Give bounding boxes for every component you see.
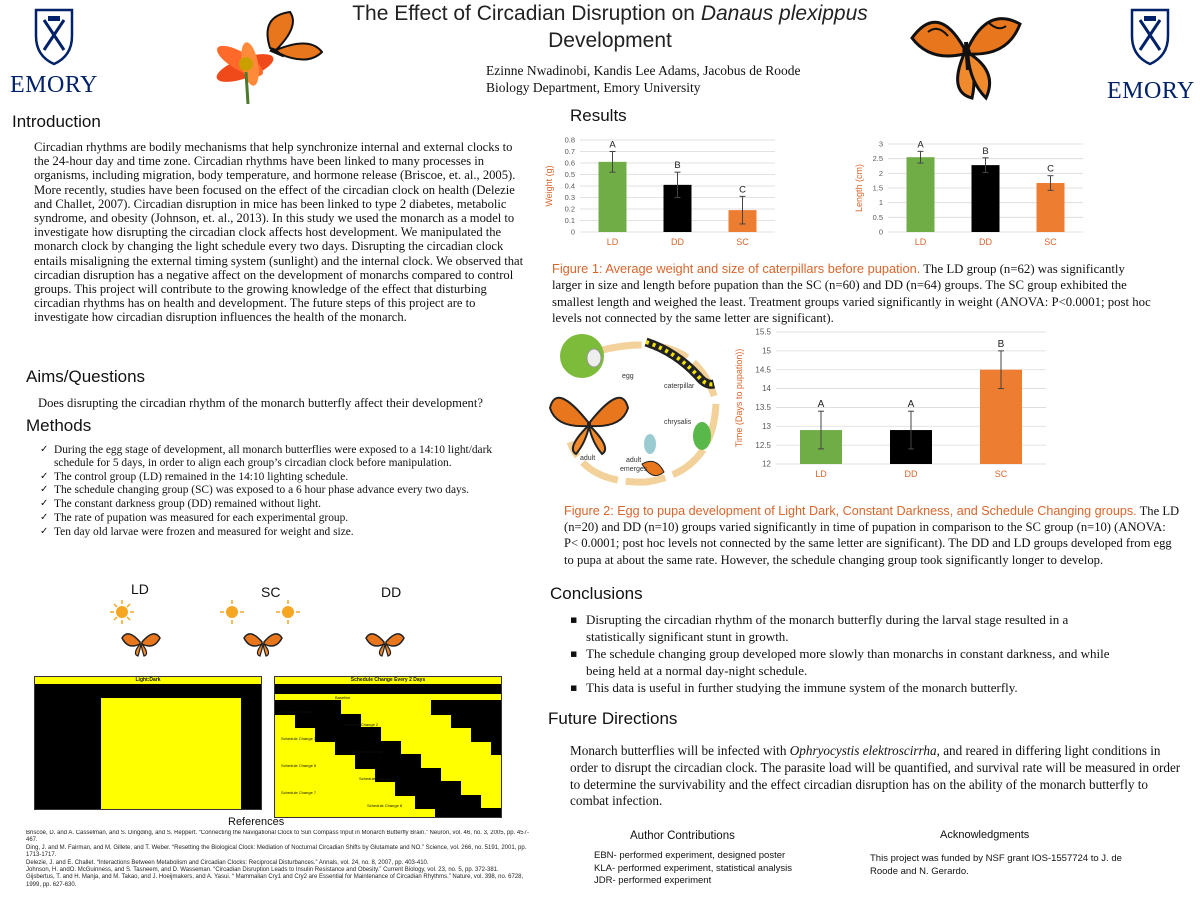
significance-letter: C: [739, 184, 746, 196]
sun-icon: [220, 600, 244, 624]
y-tick-label: 15: [762, 346, 771, 356]
dark-block: [315, 727, 381, 742]
monarch-lifecycle-diagram: [546, 332, 732, 498]
egg-icon: [560, 334, 604, 378]
y-tick-label: 0.4: [564, 181, 575, 191]
y-tick-label: 0: [570, 227, 575, 237]
dark-block: [355, 754, 421, 769]
lifecycle-chrysalis-label: chrysalis: [664, 419, 692, 426]
figure1-caption: [552, 261, 1152, 327]
y-tick-label: 0.2: [564, 204, 575, 214]
y-tick-label: 12.5: [755, 440, 771, 450]
y-tick-label: 1.5: [872, 183, 883, 193]
x-category-label: DD: [904, 469, 918, 479]
schedule-row-label: Schedule Change 5: [281, 762, 317, 768]
authors: Ezinne Nwadinobi, Kandis Lee Adams, Jacobus de Roode: [486, 63, 801, 78]
aims-text: Does disrupting the circadian rhythm of the monarch butterfly affect their development?: [38, 396, 483, 410]
methods-item: ✓ Ten day old larvae were frozen and measured for weight and size.: [40, 526, 500, 539]
acknowledgments-text: This project was funded by NSF grant IOS-1557724 to J. de Roode and N. Gerardo.: [870, 853, 1122, 877]
y-tick-label: 2.5: [872, 154, 883, 164]
weight-chart: [540, 130, 830, 254]
y-tick-label: 14: [762, 384, 771, 394]
y-tick-label: 0.5: [564, 170, 575, 179]
moon-icon: [144, 604, 152, 620]
methods-list: [40, 444, 500, 540]
figure2-caption: [564, 503, 1180, 568]
y-tick-label: 15.5: [755, 327, 771, 337]
schedule-row-label: Schedule Change 6: [359, 776, 395, 781]
figure2-text: The LD (n=20) and DD (n=10) groups varied significantly in time of pupation in comparison to the SC group (n=10) (ANOVA: P< 0.0001; post hoc levels not connected by the same letter are significant). The DD and LD groups developed from egg to pupa at about the same rate. However, the schedule changing group took significantly longer to develop.: [564, 504, 1180, 567]
butterfly-image-right: [908, 2, 1024, 102]
author-contribution-item: EBN- performed experiment, designed poster: [594, 850, 786, 861]
monarch-butterfly-icon: [122, 634, 160, 656]
bar-ld: [907, 157, 935, 232]
monarch-butterfly-icon: [244, 634, 282, 656]
light-dark-schedule-table: [34, 676, 262, 810]
lifecycle-emerges-label: adult: [626, 457, 642, 464]
poster-title: The Effect of Circadian Disruption on Danaus plexippus Development: [352, 2, 868, 52]
x-category-label: DD: [979, 237, 992, 247]
group-label-dd: DD: [381, 584, 402, 600]
significance-letter: B: [997, 338, 1005, 350]
x-category-label: LD: [914, 237, 927, 247]
future-directions-heading: Future Directions: [548, 709, 678, 728]
x-category-label: DD: [671, 237, 684, 247]
author-contributions-heading: Author Contributions: [630, 830, 735, 842]
reference-item: Johnson, H. andO. McGuinness, and S. Tasneem, and D. Wasseman. “Circadian Disruption Leads to Insulin Resistance and Obesity.” Current Biology, vol. 23, no. 5, pp. 372-381.: [26, 867, 499, 874]
affiliation: Biology Department, Emory University: [486, 80, 701, 95]
future-directions-text: Monarch butterflies will be infected with Ophryocystis elektroscirrha, and reared in differing light conditions in order to disrupt the circadian clock. The parasite load will be quantified, and survival rate will be measured in order to determine the survivability and the effect circadian disruption has on the ability of the monarch butterfly to combat infection.: [570, 743, 1181, 809]
x-category-label: SC: [994, 469, 1008, 479]
figure2-title: Figure 2: Egg to pupa development of Light Dark, Constant Darkness, and Schedule Changing groups.: [564, 504, 1137, 518]
schedule-header-row: [35, 684, 261, 698]
group-label-sc: SC: [261, 584, 281, 600]
chrysalis-icon: [693, 422, 711, 450]
schedule-change-table: [274, 676, 502, 818]
schedule-row-label: Schedule Change 1: [281, 708, 317, 714]
x-category-label: SC: [736, 237, 749, 247]
dark-block: [395, 781, 461, 796]
dark-block: [415, 795, 481, 810]
significance-letter: B: [982, 145, 989, 157]
pupation-time-chart: [732, 324, 1162, 494]
y-axis-label: Time (Days to pupation)): [734, 348, 744, 448]
significance-letter: A: [907, 399, 915, 411]
emory-logo-right: [1104, 6, 1196, 104]
dark-block: [35, 698, 101, 809]
y-tick-label: 2: [878, 168, 883, 178]
bar-dd: [972, 165, 1000, 232]
dark-block: [431, 700, 501, 715]
caterpillar-icon: [646, 342, 714, 384]
reference-item: Gijsbertus, T. and H. Manja, and M. Takao, and J. Hoeijmakers, and A. Yasui. “ Mammalian Cry1 and Cry2 are Essential for Maintenance of Circadian Rhythms.” Nature, vol. 398, no. 6728, 1999, pp. 627-630.: [26, 874, 524, 888]
methods-item: ✓ The control group (LD) remained in the 14:10 lighting schedule.: [40, 471, 500, 484]
moon-icon: [252, 604, 260, 620]
references-list: [26, 830, 536, 898]
length-chart: [852, 130, 1142, 254]
monarch-butterfly-icon: [912, 19, 1020, 98]
introduction-heading: Introduction: [12, 112, 101, 131]
lifecycle-emerges-label-2: emerges: [620, 466, 648, 473]
monarch-butterfly-icon: [366, 634, 404, 656]
dark-block: [451, 714, 502, 729]
emory-shield-icon: [1104, 6, 1196, 68]
methods-heading: Methods: [26, 416, 92, 435]
author-contributions-list: [594, 850, 844, 888]
authors-block: [486, 62, 801, 96]
acknowledgments-heading: Acknowledgments: [940, 829, 1030, 841]
dark-block: [241, 698, 261, 809]
emory-wordmark: EMORY: [10, 72, 98, 98]
group-label-ld: LD: [131, 581, 149, 597]
group-icons: [100, 598, 440, 660]
y-tick-label: 0.6: [564, 158, 575, 168]
y-tick-label: 12: [762, 459, 771, 469]
lifecycle-egg-label: egg: [622, 373, 634, 380]
methods-item: ✓ The rate of pupation was measured for each experimental group.: [40, 512, 500, 525]
y-tick-label: 14.5: [755, 365, 771, 375]
author-contribution-item: JDR- performed experiment: [594, 875, 712, 886]
conclusion-item: ▪ The schedule changing group developed more slowly than monarchs in constant darkness, and while being held at a normal day-night schedule.: [570, 646, 1110, 679]
conclusion-item: ▪ This data is useful in further studying the immune system of the monarch butterfly.: [570, 680, 1110, 697]
schedule-row-label: Schedule Change 7: [281, 789, 317, 795]
y-tick-label: 0.3: [564, 193, 575, 202]
significance-letter: A: [817, 399, 825, 411]
flower-icon: [213, 40, 277, 104]
aims-heading: Aims/Questions: [26, 367, 146, 386]
y-tick-label: 13: [762, 421, 771, 431]
results-heading: Results: [570, 106, 627, 125]
schedule-table-title: Light:Dark: [135, 677, 161, 683]
figure1-title: Figure 1: Average weight and size of caterpillars before pupation.: [552, 261, 921, 276]
author-contribution-item: KLA- performed experiment, statistical analysis: [594, 862, 792, 874]
significance-letter: C: [1047, 163, 1054, 175]
dark-block: [491, 741, 502, 756]
lifecycle-adult-label: adult: [580, 455, 596, 462]
emory-logo-left: [8, 6, 100, 96]
y-tick-label: 0: [878, 227, 883, 237]
conclusions-heading: Conclusions: [550, 584, 643, 603]
significance-letter: A: [609, 139, 616, 151]
introduction-text: Circadian rhythms are bodily mechanisms that help synchronize internal and external clocks to the 24-hour day and time zone. Circadian rhythms have been linked to many processes in organisms, including migration, body temperature, and hormone release (Briscoe, et. al., 2005). More recently, studies have been focused on the effect of the circadian clock on health (Delezie and Challet, 2007). Circadian disruption in mice has been linked to type 2 diabetes, metabolic syndrome, and obesity (Johnson, et. al., 2013). In this study we used the monarch as a model to investigate how disrupting the circadian clock affects host development. We manipulated the monarch clock by changing the light schedule every two days. Disrupting the circadian clock entails misaligning the external timing system (sunlight) and the internal clock. We observed that circadian disruption has a negative affect on the development of monarchs compared to control groups. This project will contribute to the growing knowledge of the effect that disturbing circadian rhythms has on health and development. The future steps of this project are to investigate how circadian disruption influences the health of the monarch.: [34, 140, 524, 325]
methods-item: ✓ The schedule changing group (SC) was exposed to a 6 hour phase advance every two days.: [40, 484, 500, 497]
y-tick-label: 0.7: [564, 147, 575, 156]
sun-icon: [276, 600, 300, 624]
reference-item: Ding, J. and M. Fairman, and M. Gillete, and T. Weber. “Resetting the Biological Clock: Mediation of Nocturnal Circadian Shifts by Glutamate and NO.” Science, vol. 266, no. 5191, 2001, pp. 1713-1717.: [26, 844, 527, 859]
dark-block: [471, 727, 502, 742]
emory-wordmark: EMORY: [1107, 78, 1195, 104]
figure1-text: The LD group (n=62) was significantly larger in size and length before pupation than the SC (n=60) and DD (n=64) groups. The SC group exhibited the smallest length and weighed the least. Treatment groups varied significantly in weight (ANOVA: P<0.0001; post hoc levels not connected by the same letter are significant).: [552, 262, 1151, 326]
x-category-label: SC: [1044, 237, 1057, 247]
monarch-butterfly-icon: [550, 398, 628, 454]
conclusions-list: [570, 612, 1110, 698]
methods-item: ✓ During the egg stage of development, all monarch butterflies were exposed to a 14:10 light/dark schedule for 5 days, in order to align each group’s circadian clock before manipulation.: [40, 444, 500, 470]
y-tick-label: 1: [878, 198, 883, 208]
moon-icon: [388, 604, 396, 620]
schedule-row-label: Schedule Change 8: [367, 803, 403, 808]
moon-icon: [374, 604, 382, 620]
sun-icon: [110, 600, 134, 624]
x-category-label: LD: [606, 237, 619, 247]
dark-block: [435, 808, 501, 818]
y-tick-label: 0.8: [564, 135, 575, 145]
significance-letter: B: [674, 160, 681, 172]
reference-item: Delezie, J. and E. Challet. “Interactions Between Metabolism and Circadian Clocks: Reciprocal Disturbances.” Annals, vol. 24, no. 8, 2007, pp. 403-410.: [26, 859, 429, 866]
significance-letter: A: [917, 139, 924, 151]
schedule-row-label: Schedule Change 4: [351, 749, 387, 754]
schedule-row-label: Schedule Change 2: [343, 722, 379, 727]
y-axis-label: Length (cm): [854, 163, 864, 213]
references-heading: References: [228, 816, 285, 828]
y-axis-label: Weight (g): [544, 165, 554, 207]
emory-shield-icon: [8, 6, 100, 68]
x-category-label: LD: [815, 469, 827, 479]
methods-item: ✓ The constant darkness group (DD) remained without light.: [40, 498, 500, 511]
schedule-row-label: Baseline: [335, 695, 351, 700]
y-tick-label: 0.1: [564, 216, 575, 225]
reference-item: Briscoe, D. and A. Casselman, and S. Dingding, and S. Reppert. “Connecting the Navigational Clock to Sun Compass Input in Monarch Butterfly Brain.” Neuron, vol. 46, no. 3, 2005, pp. 457-467.: [26, 830, 529, 844]
schedule-row-label: Schedule Change 3: [281, 735, 317, 741]
y-tick-label: 0.5: [872, 212, 883, 222]
lifecycle-caterpillar-label: caterpillar: [664, 383, 695, 390]
schedule-table-title: Schedule Change Every 2 Days: [350, 677, 426, 683]
y-tick-label: 3: [878, 139, 883, 149]
conclusion-item: ▪ Disrupting the circadian rhythm of the monarch butterfly during the larval stage resulted in a statistically significant stunt in growth.: [570, 612, 1110, 645]
y-tick-label: 13.5: [755, 403, 771, 413]
schedule-header-row: [275, 684, 501, 694]
